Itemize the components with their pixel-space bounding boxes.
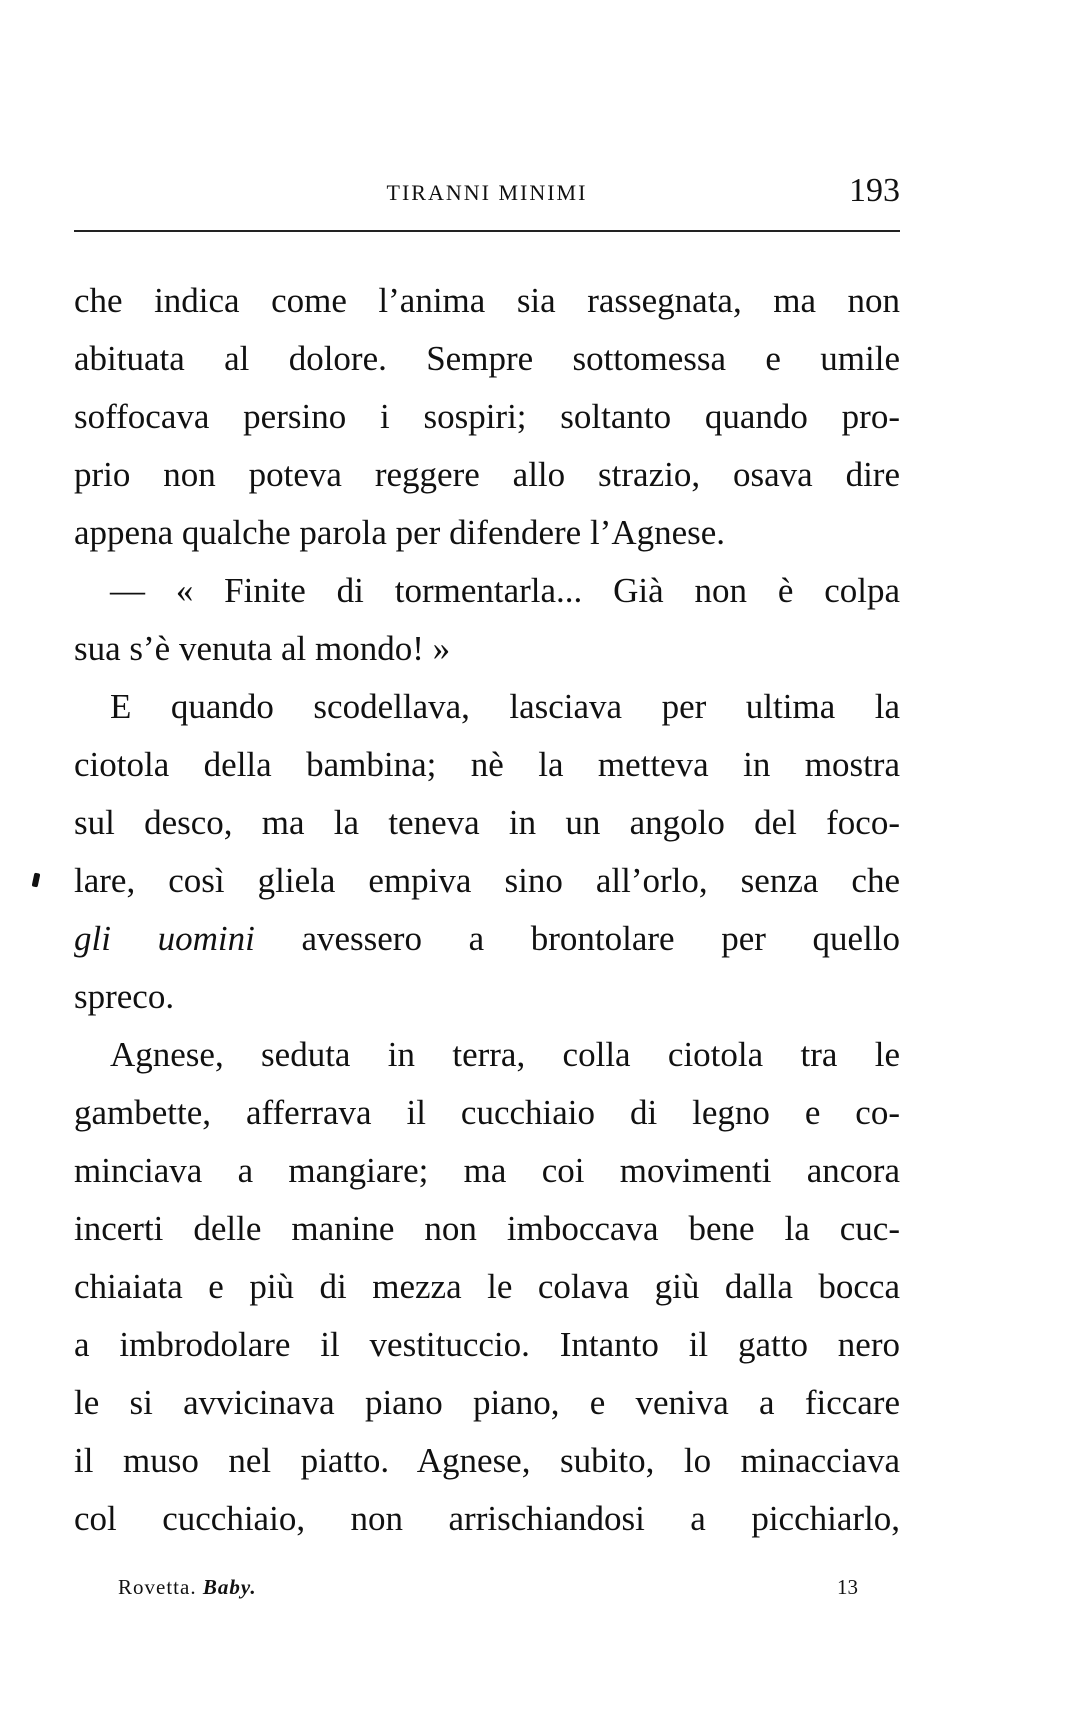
text-line: che indica come l’anima sia rassegnata, ma non <box>74 281 900 320</box>
signature-book: Baby. <box>202 1575 257 1599</box>
text-line: spreco. <box>74 977 175 1016</box>
text-line: prio non poteva reggere allo strazio, osava dire <box>74 455 900 494</box>
margin-mark <box>32 873 41 888</box>
text-line: gambette, afferrava il cucchiaio di legno e co- <box>74 1093 900 1132</box>
running-head <box>74 172 900 212</box>
text-line: le si avvicinava piano piano, e veniva a ficcare <box>74 1383 900 1422</box>
signature-footer <box>118 1575 858 1605</box>
header-rule <box>74 230 900 232</box>
text-line: chiaiata e più di mezza le colava giù dalla bocca <box>74 1267 900 1306</box>
text-line: sul desco, ma la teneva in un angolo del foco- <box>74 803 900 842</box>
text-line: minciava a mangiare; ma coi movimenti ancora <box>74 1151 900 1190</box>
signature-number: 13 <box>837 1575 858 1599</box>
text-line: ciotola della bambina; nè la metteva in mostra <box>74 745 900 784</box>
page-number: 193 <box>849 172 900 209</box>
signature-author: Rovetta. <box>118 1575 197 1599</box>
text-line: abituata al dolore. Sempre sottomessa e umile <box>74 339 900 378</box>
text-line-with-italic <box>74 910 900 968</box>
body-text <box>74 272 900 1548</box>
text-line-rest: avessero a brontolare per quello <box>301 919 900 958</box>
text-line: a imbrodolare il vestituccio. Intanto il gatto nero <box>74 1325 900 1364</box>
paragraph-start-line: Agnese, seduta in terra, colla ciotola tra le <box>110 1035 900 1074</box>
text-line: il muso nel piatto. Agnese, subito, lo minacciava <box>74 1441 900 1480</box>
text-line: col cucchiaio, non arrischiandosi a picchiarlo, <box>74 1499 900 1538</box>
printer-signature <box>118 1575 257 1600</box>
paragraph-start-line: E quando scodellava, lasciava per ultima la <box>110 687 900 726</box>
running-title: TIRANNI MINIMI <box>386 180 588 205</box>
italic-phrase: gli uomini <box>74 919 255 958</box>
dialogue-line: — « Finite di tormentarla... Già non è colpa <box>110 571 900 610</box>
text-line: sua s’è venuta al mondo! » <box>74 629 451 668</box>
text-line: incerti delle manine non imboccava bene la cuc- <box>74 1209 900 1248</box>
text-line: soffocava persino i sospiri; soltanto quando pro- <box>74 397 900 436</box>
text-line: lare, così gliela empiva sino all’orlo, senza che <box>74 861 900 900</box>
text-line: appena qualche parola per difendere l’Agnese. <box>74 513 726 552</box>
